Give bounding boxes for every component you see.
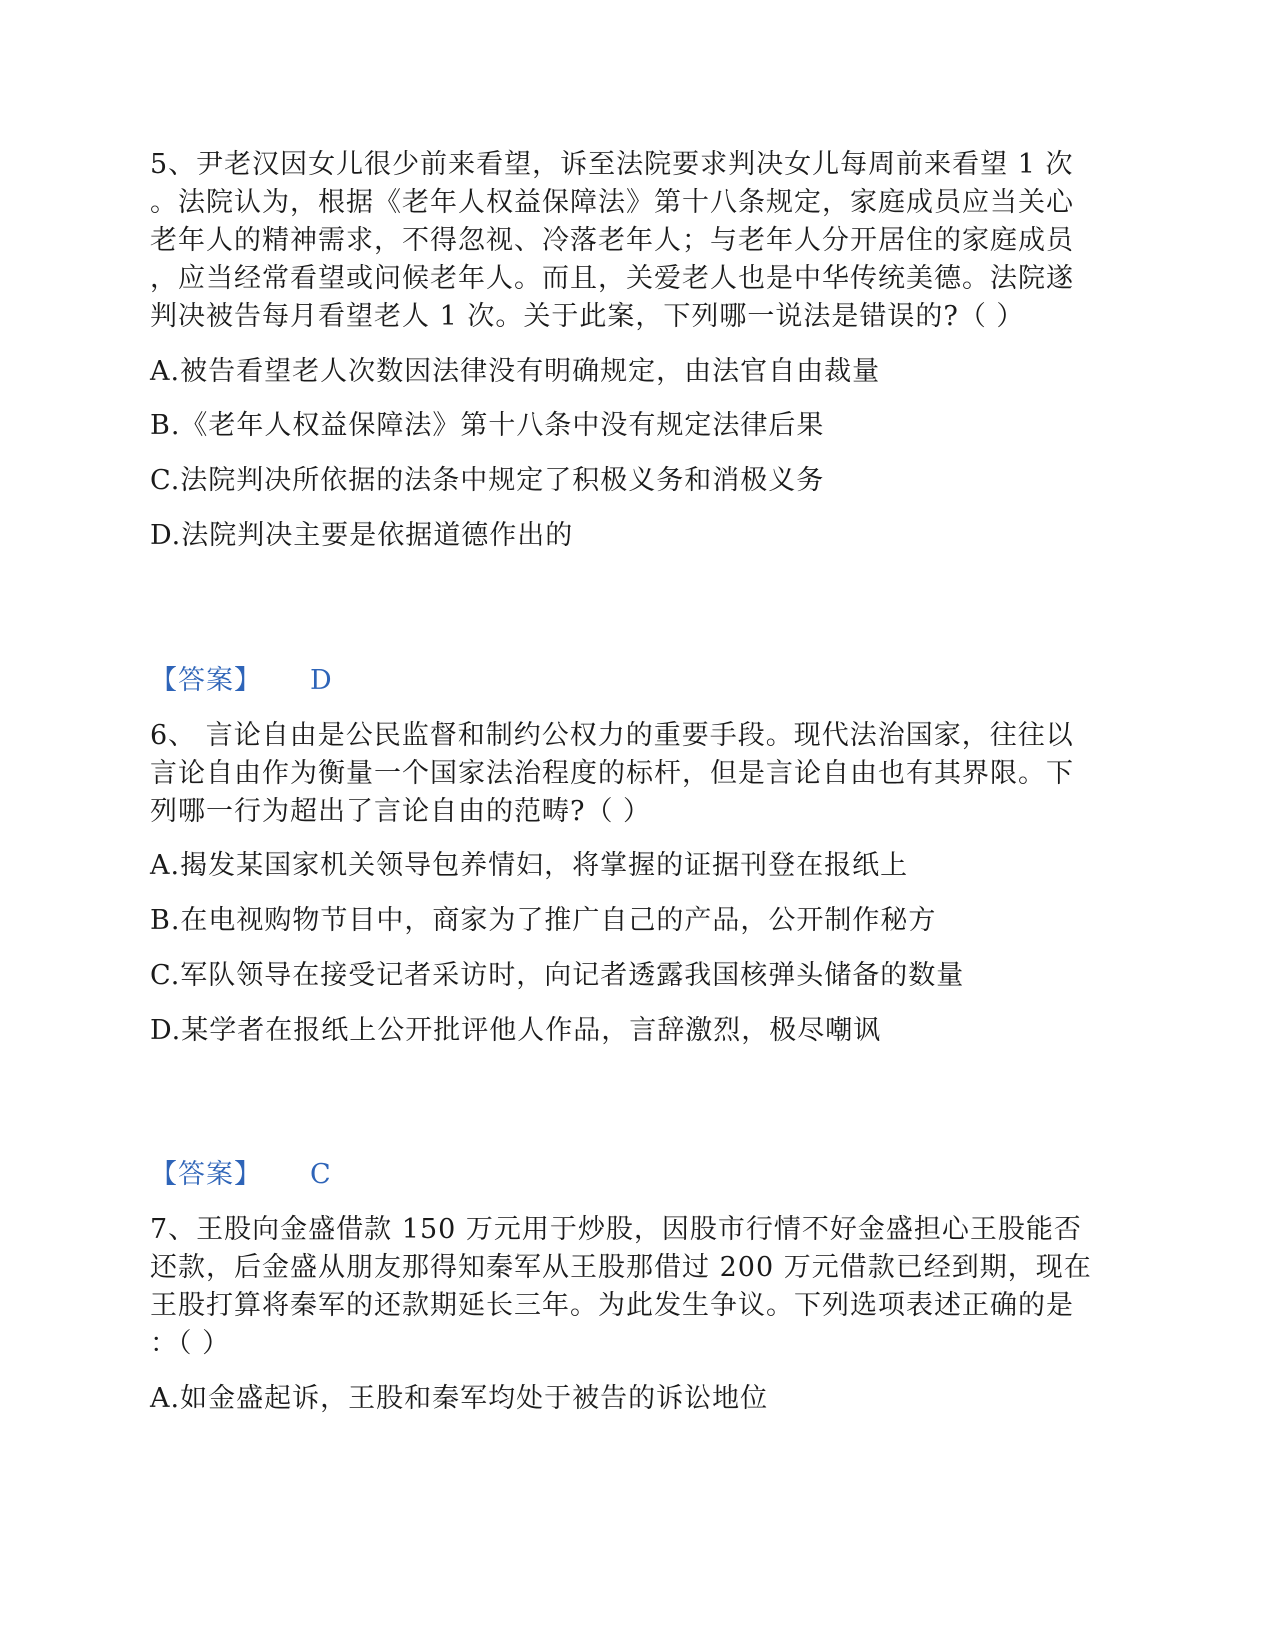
question-5-stem-line-3: 老年人的精神需求，不得忽视、冷落老年人；与老年人分开居住的家庭成员 [150, 225, 1074, 256]
question-6-stem-line-3: 列哪一行为超出了言论自由的范畴?（ ） [150, 796, 652, 827]
question-5-stem-line-1: 5、尹老汉因女儿很少前来看望，诉至法院要求判决女儿每周前来看望 1 次 [150, 149, 1074, 180]
question-6-option-d: D.某学者在报纸上公开批评他人作品，言辞激烈，极尽嘲讽 [150, 1015, 882, 1046]
question-5-stem-line-5: 判决被告每月看望老人 1 次。关于此案，下列哪一说法是错误的?（ ） [150, 301, 1025, 332]
question-7-stem-line-4: ：（ ） [150, 1328, 231, 1359]
question-5-option-c: C.法院判决所依据的法条中规定了积极义务和消极义务 [150, 465, 825, 496]
question-5-stem-line-2: 。法院认为，根据《老年人权益保障法》第十八条规定，家庭成员应当关心 [150, 187, 1074, 218]
answer-label: 【答案】 [150, 665, 262, 696]
question-7-stem-line-2: 还款，后金盛从朋友那得知秦军从王股那借过 200 万元借款已经到期，现在 [150, 1252, 1092, 1283]
question-5-option-b: B.《老年人权益保障法》第十八条中没有规定法律后果 [150, 410, 825, 441]
answer-label: 【答案】 [150, 1159, 262, 1190]
question-5-option-d: D.法院判决主要是依据道德作出的 [150, 520, 574, 551]
question-5-option-a: A.被告看望老人次数因法律没有明确规定，由法官自由裁量 [150, 356, 881, 387]
question-5-answer [150, 661, 333, 701]
question-7-stem-line-3: 王股打算将秦军的还款期延长三年。为此发生争议。下列选项表述正确的是 [150, 1290, 1074, 1321]
question-7-stem-line-1: 7、王股向金盛借款 150 万元用于炒股，因股市行情不好金盛担心王股能否 [150, 1214, 1082, 1245]
answer-value: C [310, 1159, 332, 1190]
question-5-stem-line-4: ，应当经常看望或问候老年人。而且，关爱老人也是中华传统美德。法院遂 [150, 263, 1074, 294]
question-6-stem-line-2: 言论自由作为衡量一个国家法治程度的标杆，但是言论自由也有其界限。下 [150, 758, 1074, 789]
question-6-option-a: A.揭发某国家机关领导包养情妇，将掌握的证据刊登在报纸上 [150, 850, 909, 881]
question-6-option-c: C.军队领导在接受记者采访时，向记者透露我国核弹头储备的数量 [150, 960, 965, 991]
answer-value: D [310, 665, 333, 696]
question-7-option-a: A.如金盛起诉，王股和秦军均处于被告的诉讼地位 [150, 1383, 769, 1414]
question-6-answer [150, 1155, 332, 1195]
question-6-option-b: B.在电视购物节目中，商家为了推广自己的产品，公开制作秘方 [150, 905, 937, 936]
question-6-stem-line-1: 6、 言论自由是公民监督和制约公权力的重要手段。现代法治国家，往往以 [150, 720, 1074, 751]
